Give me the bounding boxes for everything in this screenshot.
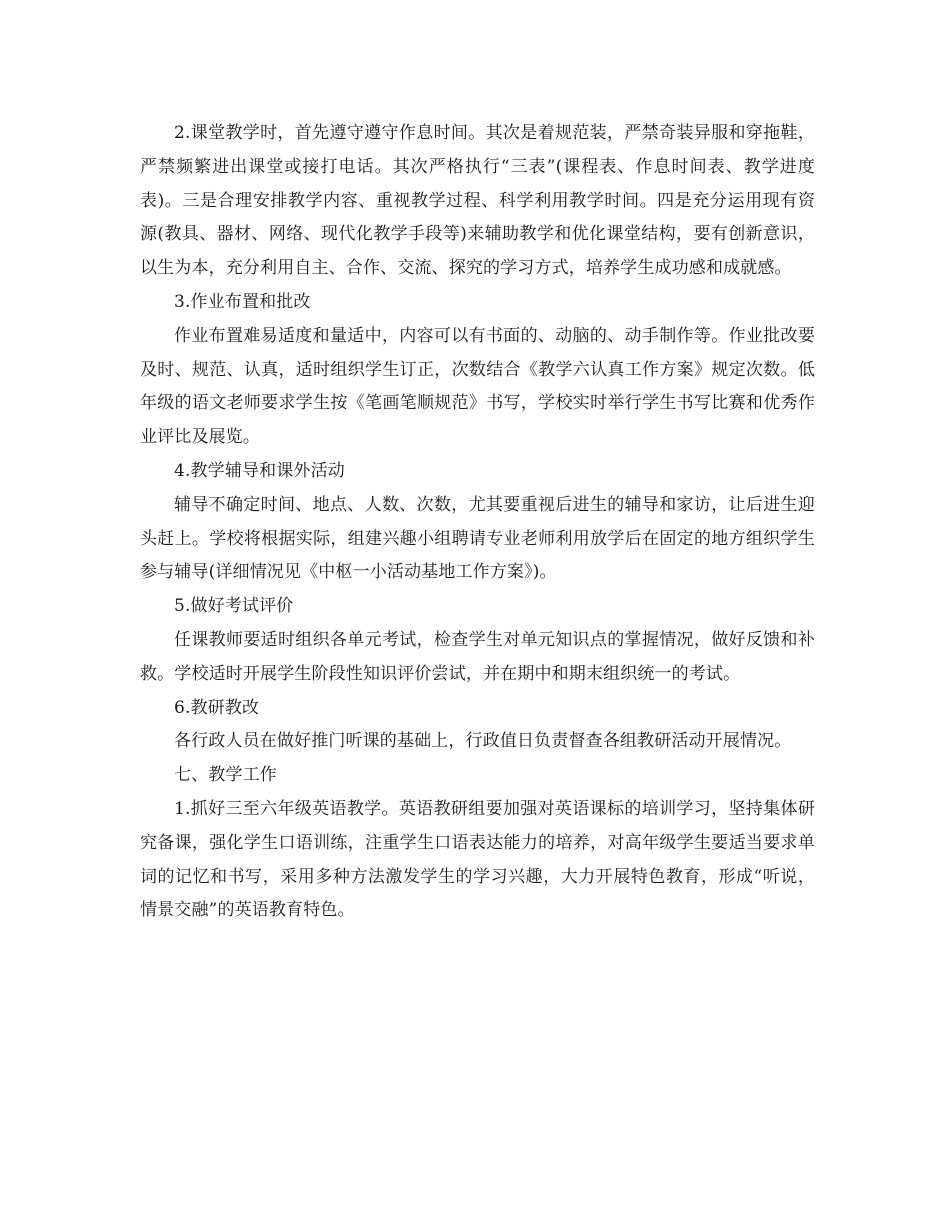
- heading-tutoring: 4.教学辅导和课外活动: [174, 460, 345, 481]
- paragraph-homework: 作业布置难易适度和量适中，内容可以有书面的、动脑的、动手制作等。作业批改要及时、规范、认真，适时组织学生订正，次数结合《教学六认真工作方案》规定次数。低年级的语文老师要求学生按《笔画笔顺规范》书写，学校实时举行学生书写比赛和优秀作业评比及展览。: [140, 325, 815, 448]
- heading-exams: 5.做好考试评价: [174, 596, 294, 617]
- paragraph-research: 各行政人员在做好推门听课的基础上，行政值日负责督查各组教研活动开展情况。: [174, 731, 792, 752]
- document-page: [140, 117, 815, 928]
- section-heading-teaching-work: 七、教学工作: [174, 765, 277, 786]
- paragraph-english-teaching: 1.抓好三至六年级英语教学。英语教研组要加强对英语课标的培训学习，坚持集体研究备课，强化学生口语训练，注重学生口语表达能力的培养，对高年级学生要适当要求单词的记忆和书写，采用多种方法激发学生的学习兴趣，大力开展特色教育，形成“听说，情景交融”的英语教育特色。: [140, 798, 815, 921]
- heading-homework: 3.作业布置和批改: [174, 291, 311, 312]
- heading-research: 6.教研教改: [174, 697, 260, 718]
- paragraph-exams: 任课教师要适时组织各单元考试，检查学生对单元知识点的掌握情况，做好反馈和补救。学校适时开展学生阶段性知识评价尝试，并在期中和期末组织统一的考试。: [140, 629, 815, 684]
- paragraph-tutoring: 辅导不确定时间、地点、人数、次数，尤其要重视后进生的辅导和家访，让后进生迎头赶上。学校将根据实际，组建兴趣小组聘请专业老师利用放学后在固定的地方组织学生参与辅导(详细情况见《中枢一小活动基地工作方案》)。: [140, 494, 815, 583]
- paragraph-classroom-teaching: 2.课堂教学时，首先遵守遵守作息时间。其次是着规范装，严禁奇装异服和穿拖鞋，严禁频繁进出课堂或接打电话。其次严格执行“三表”(课程表、作息时间表、教学进度表)。三是合理安排教学内容、重视教学过程、科学利用教学时间。四是充分运用现有资源(教具、器材、网络、现代化教学手段等)来辅助教学和优化课堂结构，要有创新意识，以生为本，充分利用自主、合作、交流、探究的学习方式，培养学生成功感和成就感。: [140, 123, 815, 279]
